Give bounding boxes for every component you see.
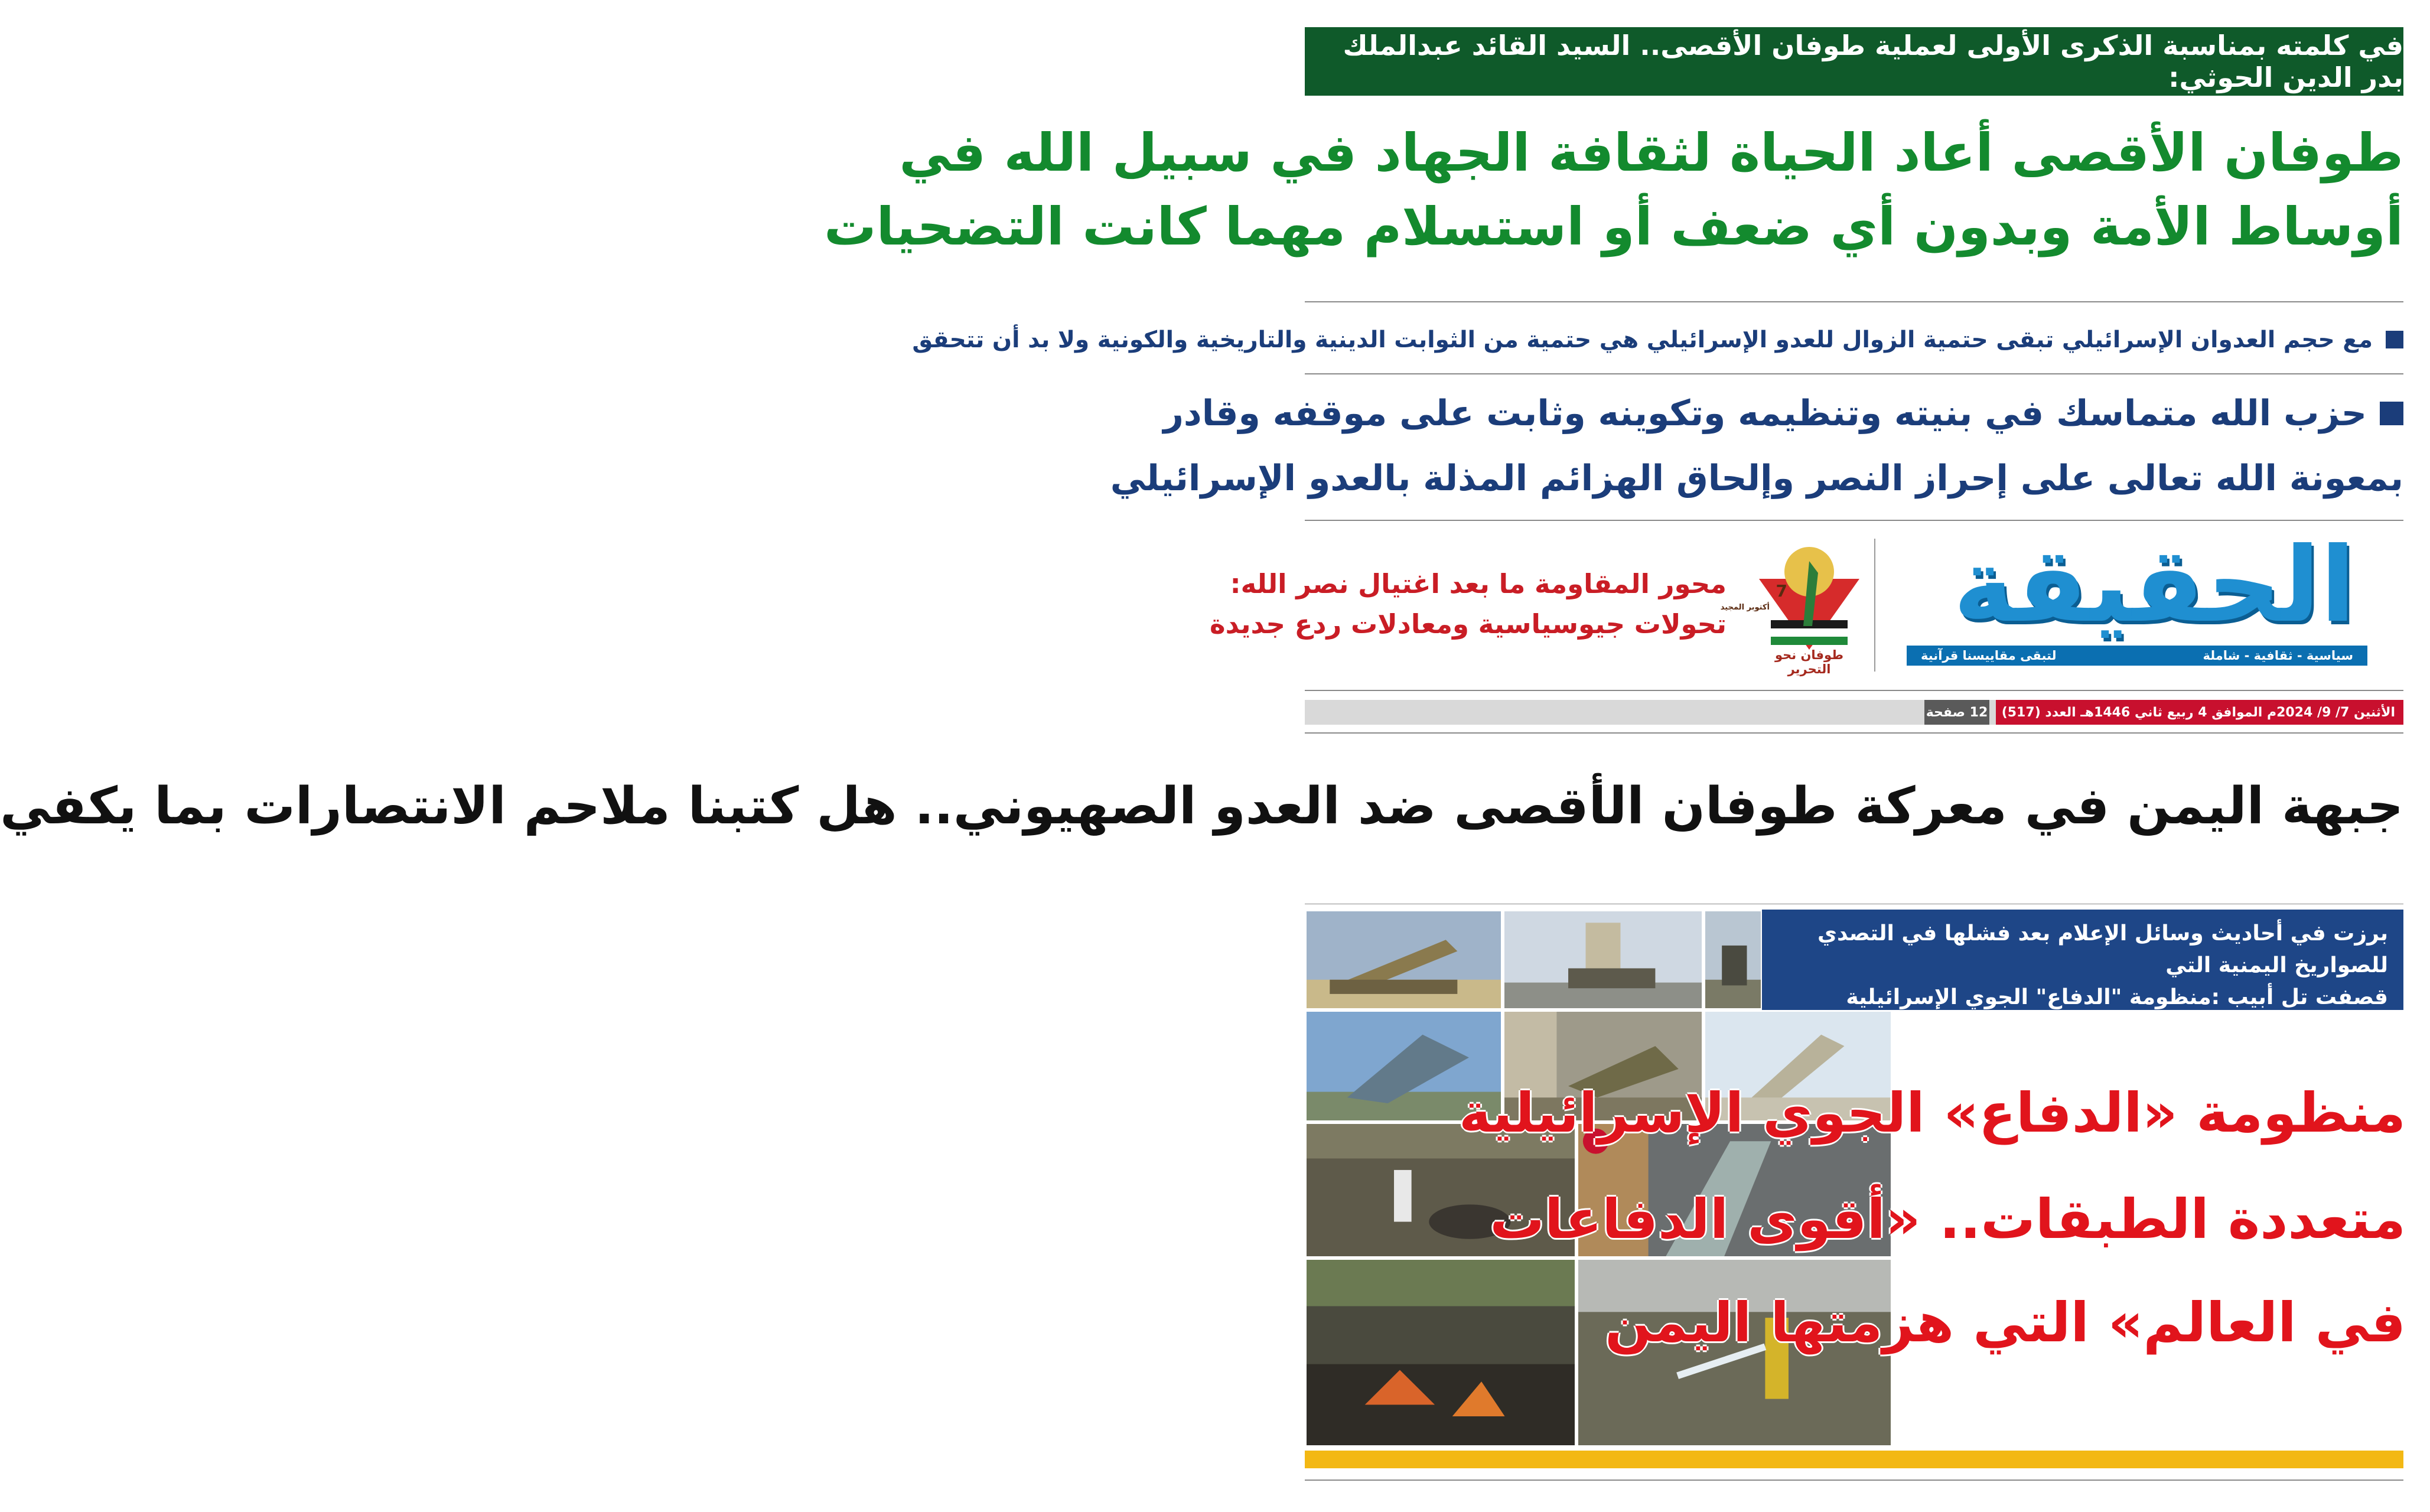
photo-field-fire (1305, 1258, 1576, 1447)
red-headline-line-2[interactable]: متعددة الطبقات.. «أقوى الدفاعات (1490, 1188, 2406, 1251)
masthead-divider (1874, 539, 1875, 672)
subhead-first (912, 313, 2403, 366)
subhead-first-text: مع حجم العدوان الإسرائيلي تبقى حتمية الزوال للعدو الإسرائيلي هي حتمية من الثوابت الدينية والتاريخية والكونية ولا بد أن تتحقق (912, 326, 2373, 353)
subhead-second-line-2: بمعونة الله تعالى على إحراز النصر وإلحاق الهزائم المذلة بالعدو الإسرائيلي (1110, 458, 2403, 499)
divider (1305, 373, 2403, 374)
divider (1305, 520, 2403, 521)
photo-missile-launcher-1 (1305, 910, 1503, 1010)
masthead-title: الحقيقة (1953, 526, 2356, 646)
side-headline[interactable] (1210, 564, 1727, 644)
red-headline-line-1[interactable]: منظومة «الدفاع» الجوي الإسرائيلية (1458, 1081, 2406, 1145)
top-banner (1305, 27, 2403, 96)
footer-yellow-bar (1305, 1451, 2403, 1468)
masthead-tagline-right: سياسية - ثقافية - شاملة (2203, 649, 2353, 663)
masthead-tagline-left: لتبقى مقاييسنا قرآنية (1921, 649, 2057, 663)
blue-box-line-1: برزت في أحاديث وسائل الإعلام بعد فشلها في التصدي للصواريخ اليمنية التي (1817, 921, 2388, 977)
divider (1305, 732, 2403, 734)
page-count-badge: 12 صفحة (1924, 700, 1989, 725)
flood-emblem (1720, 537, 1865, 676)
subhead-second-text-1: حزب الله متماسك في بنيته وتنظيمه وتكوينه وثابت على موقفه وقادر (1163, 393, 2367, 434)
side-headline-line-1: محور المقاومة ما بعد اغتيال نصر الله: (1230, 568, 1727, 599)
masthead-tagline-bar (1907, 646, 2367, 666)
side-headline-line-2: تحولات جيوسياسية ومعادلات ردع جديدة (1210, 608, 1727, 640)
main-headline-line-2: أوساط الأمة وبدون أي ضعف أو استسلام مهما كانت التضحيات (824, 196, 2403, 257)
photo-radar (1703, 910, 1763, 1010)
bullet-square-icon (2380, 402, 2403, 425)
red-headline-line-3[interactable]: في العالم» التي هزمتها اليمن (1605, 1291, 2406, 1354)
masthead-logo[interactable] (1895, 526, 2379, 676)
bullet-square-icon (2386, 331, 2403, 348)
divider (1305, 690, 2403, 691)
emblem-caption: طوفان نحو التحرير (1774, 648, 1843, 676)
emblem-graphic (1720, 537, 1865, 656)
emblem-badge-number: 7 (1776, 581, 1787, 601)
divider (1305, 1480, 2403, 1481)
photo-missile-launcher-2 (1503, 910, 1703, 1010)
subhead-second-line-1 (1163, 384, 2403, 443)
top-banner-text: في كلمته بمناسبة الذكرى الأولى لعملية طوفان الأقصى.. السيد القائد عبدالملك بدر الدين الحوثي: (1343, 30, 2403, 93)
blue-intro-box (1762, 910, 2403, 1041)
divider (1305, 301, 2403, 302)
issue-date: الأثنين 7/ 9/ 2024م الموافق 4 ربيع ثاني 1446هـ العدد (517) (1996, 700, 2403, 725)
blue-box-line-2: قصفت تل أبيب :منظومة "الدفاع" الجوي الإسرائيلية متعددة الطبقات.. (1846, 985, 2388, 1041)
main-headline-line-1: طوفان الأقصى أعاد الحياة لثقافة الجهاد في سبيل الله في (899, 122, 2403, 183)
emblem-badge-text: أكتوبر المجيد (1720, 603, 1770, 612)
story-headline[interactable]: جبهة اليمن في معركة طوفان الأقصى ضد العدو الصهيوني.. هل كتبنا ملاحم الانتصارات بما يكفي (0, 777, 2403, 836)
